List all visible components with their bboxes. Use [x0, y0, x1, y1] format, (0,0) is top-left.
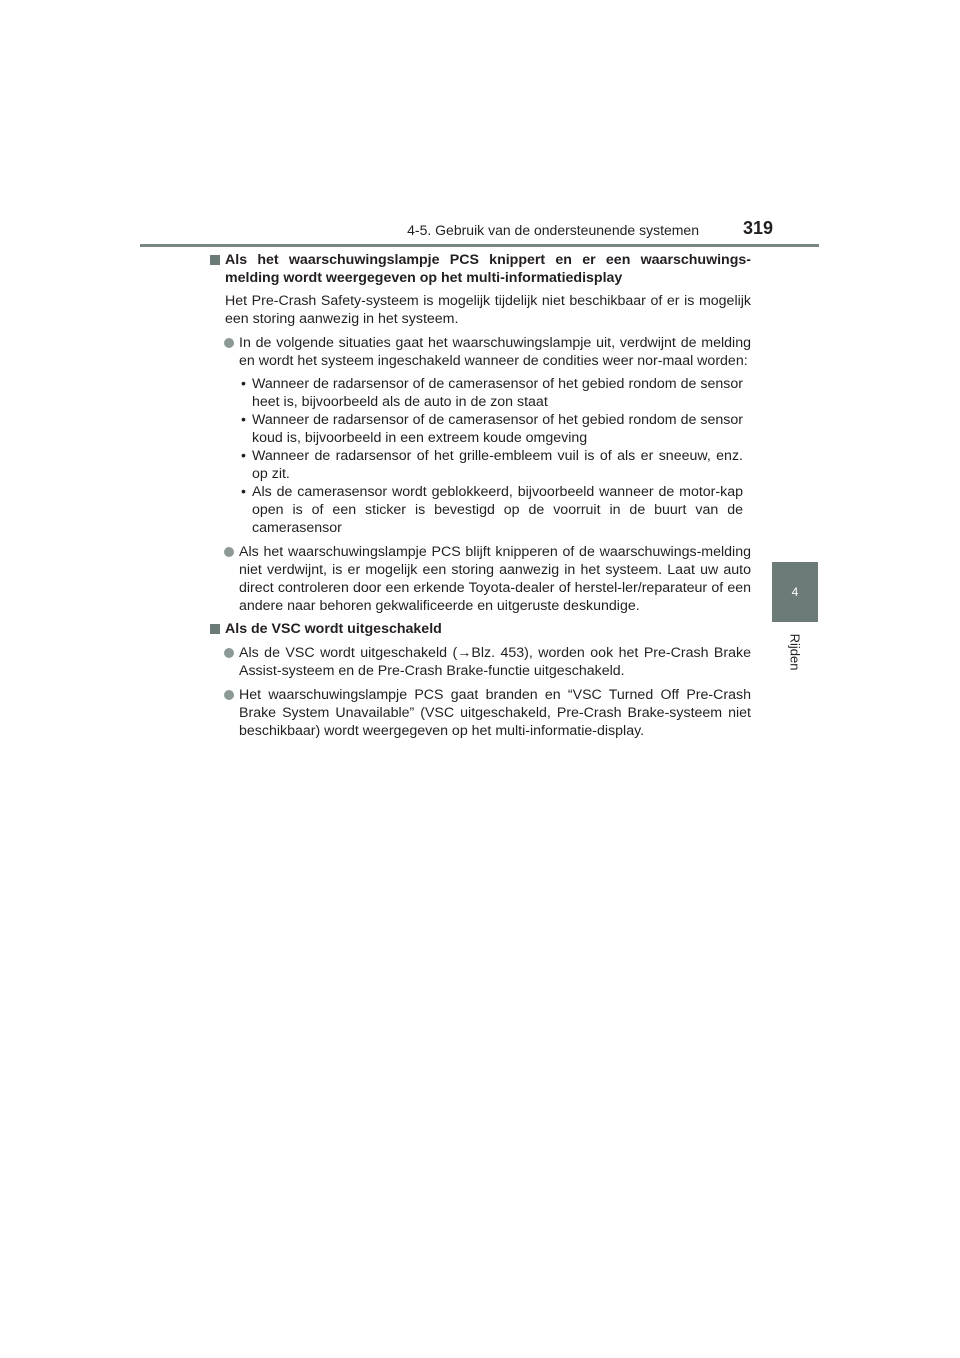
- sub-list-item-text: Wanneer de radarsensor of de camerasensor of het gebied rondom de sensor heet is, bijvoorbeeld als de auto in de zon staat: [252, 376, 743, 410]
- section-heading: [210, 620, 751, 638]
- list-item: [210, 543, 751, 615]
- list-item-text: In de volgende situaties gaat het waarschuwingslampje uit, verdwijnt de melding en wordt het systeem ingeschakeld wanneer de condities weer nor-maal worden:: [239, 335, 751, 369]
- sub-list-item: [210, 483, 751, 537]
- list-item-text: Als de VSC wordt uitgeschakeld (→Blz. 453), worden ook het Pre-Crash Brake Assist-systeem en de Pre-Crash Brake-functie uitgeschakeld.: [239, 645, 751, 679]
- chapter-label: Rijden: [787, 633, 803, 671]
- list-item-text: Het waarschuwingslampje PCS gaat branden en “VSC Turned Off Pre-Crash Brake System Unavailable” (VSC uitgeschakeld, Pre-Crash Brake-systeem niet beschikbaar) wordt weergegeven op het multi-informatie-display.: [239, 687, 751, 739]
- page-number: 319: [742, 218, 773, 238]
- dot-bullet-icon: •: [241, 448, 246, 464]
- section-heading-text: Als de VSC wordt uitgeschakeld: [225, 621, 442, 637]
- circle-bullet-icon: [224, 690, 234, 700]
- chapter-number: 4: [791, 585, 799, 599]
- sub-list-item-text: Wanneer de radarsensor of het grille-embleem vuil is of als er sneeuw, enz. op zit.: [252, 448, 743, 482]
- sub-list-item-text: Als de camerasensor wordt geblokkeerd, bijvoorbeeld wanneer de motor-kap open is of een sticker is bevestigd op de voorruit in de buurt van de camerasensor: [252, 484, 743, 536]
- circle-bullet-icon: [224, 648, 234, 658]
- circle-bullet-icon: [224, 547, 234, 557]
- sub-list: [210, 375, 751, 537]
- section-title: 4-5. Gebruik van de ondersteunende systemen: [407, 222, 699, 238]
- list-item: [210, 334, 751, 370]
- circle-bullet-icon: [224, 338, 234, 348]
- sub-list-item: [210, 447, 751, 483]
- section-heading-text: Als het waarschuwingslampje PCS knippert en er een waarschuwings-melding wordt weergegeven op het multi-informatiedisplay: [225, 252, 751, 286]
- list-item: [210, 644, 751, 680]
- section-heading: [210, 251, 751, 287]
- list-item-text: Als het waarschuwingslampje PCS blijft knipperen of de waarschuwings-melding niet verdwijnt, is er mogelijk een storing aanwezig in het systeem. Laat uw auto direct controleren door een erkende Toyota-dealer of herstel-ler/reparateur of een andere naar behoren gekwalificeerde en uitgeruste deskundige.: [239, 544, 751, 614]
- section-intro: Het Pre-Crash Safety-systeem is mogelijk tijdelijk niet beschikbaar of er is mogelijk een storing aanwezig in het systeem.: [225, 293, 751, 327]
- chapter-tab: [772, 562, 818, 622]
- sub-list-item: [210, 375, 751, 411]
- sub-list-item-text: Wanneer de radarsensor of de camerasensor of het gebied rondom de sensor koud is, bijvoorbeeld in een extreem koude omgeving: [252, 412, 743, 446]
- page-content: [210, 251, 751, 740]
- square-bullet-icon: [210, 624, 220, 634]
- dot-bullet-icon: •: [241, 412, 246, 428]
- dot-bullet-icon: •: [241, 376, 246, 392]
- list-item: [210, 686, 751, 740]
- header-divider: [140, 244, 819, 247]
- square-bullet-icon: [210, 255, 220, 265]
- sub-list-item: [210, 411, 751, 447]
- dot-bullet-icon: •: [241, 484, 246, 500]
